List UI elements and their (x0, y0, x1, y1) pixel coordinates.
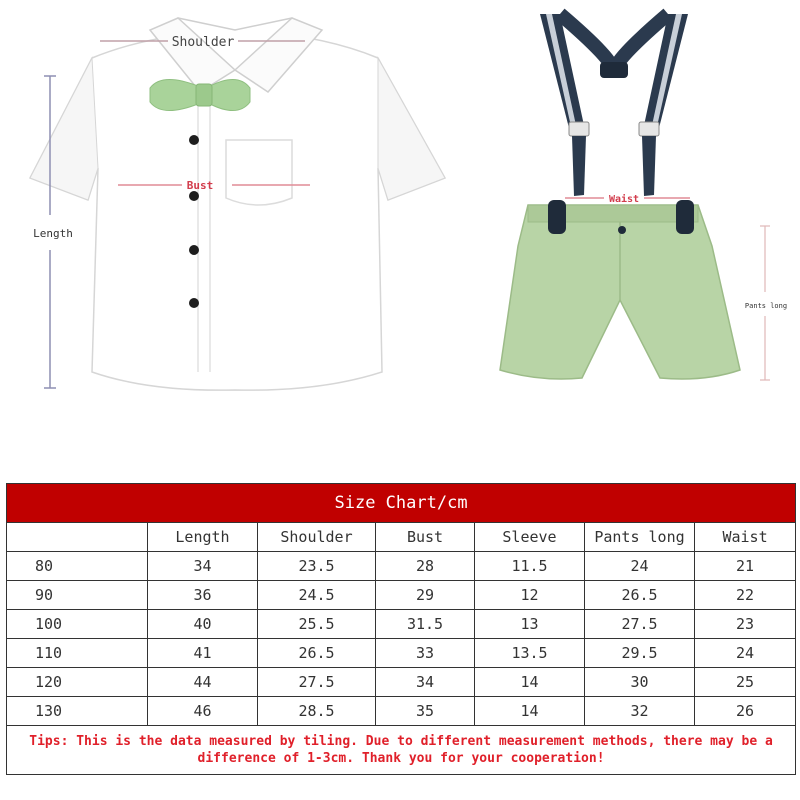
column-header-length: Length (148, 523, 258, 552)
pants-long-measure (745, 226, 787, 380)
shoulder-label: Shoulder (171, 35, 235, 50)
size-chart-title: Size Chart/cm (7, 484, 796, 523)
tips-text: Tips: This is the data measured by tiling. Due to different measurement methods, there may be a difference of 1-3cm. Thank you for your cooperation! (7, 726, 796, 775)
size-cell: 100 (7, 610, 148, 639)
table-row (7, 668, 796, 697)
table-cell: 26.5 (585, 581, 695, 610)
table-cell: 26.5 (258, 639, 376, 668)
table-cell: 29 (376, 581, 475, 610)
table-cell: 14 (475, 697, 585, 726)
table-cell: 44 (148, 668, 258, 697)
table-cell: 13.5 (475, 639, 585, 668)
table-row (7, 610, 796, 639)
table-cell: 33 (376, 639, 475, 668)
column-header-bust: Bust (376, 523, 475, 552)
table-cell: 30 (585, 668, 695, 697)
table-cell: 29.5 (585, 639, 695, 668)
size-cell: 130 (7, 697, 148, 726)
table-cell: 24.5 (258, 581, 376, 610)
column-header-pants-long: Pants long (585, 523, 695, 552)
table-cell: 31.5 (376, 610, 475, 639)
table-cell: 41 (148, 639, 258, 668)
table-cell: 22 (695, 581, 796, 610)
table-cell: 14 (475, 668, 585, 697)
table-cell: 11.5 (475, 552, 585, 581)
size-cell: 120 (7, 668, 148, 697)
size-cell: 90 (7, 581, 148, 610)
size-chart-header-row (7, 523, 796, 552)
table-cell: 24 (585, 552, 695, 581)
column-header-sleeve: Sleeve (475, 523, 585, 552)
table-row (7, 552, 796, 581)
bust-label: Bust (186, 179, 214, 192)
table-cell: 23.5 (258, 552, 376, 581)
table-cell: 26 (695, 697, 796, 726)
table-cell: 24 (695, 639, 796, 668)
table-cell: 28 (376, 552, 475, 581)
table-cell: 12 (475, 581, 585, 610)
pants-long-label: Pants long (744, 302, 788, 310)
column-header-waist: Waist (695, 523, 796, 552)
shirt-image (30, 18, 445, 390)
table-cell: 27.5 (585, 610, 695, 639)
table-cell: 34 (148, 552, 258, 581)
table-cell: 13 (475, 610, 585, 639)
table-row (7, 697, 796, 726)
column-header-size (7, 523, 148, 552)
table-cell: 21 (695, 552, 796, 581)
table-cell: 27.5 (258, 668, 376, 697)
length-label: Length (33, 227, 73, 240)
table-cell: 36 (148, 581, 258, 610)
size-chart-title-row (7, 484, 796, 523)
table-cell: 28.5 (258, 697, 376, 726)
table-cell: 25 (695, 668, 796, 697)
table-cell: 40 (148, 610, 258, 639)
tips-row (7, 726, 796, 775)
size-cell: 110 (7, 639, 148, 668)
size-chart-table (6, 483, 796, 775)
table-cell: 23 (695, 610, 796, 639)
table-cell: 35 (376, 697, 475, 726)
table-row (7, 581, 796, 610)
waist-label: Waist (608, 194, 640, 205)
table-cell: 34 (376, 668, 475, 697)
table-row (7, 639, 796, 668)
table-cell: 25.5 (258, 610, 376, 639)
size-cell: 80 (7, 552, 148, 581)
table-cell: 46 (148, 697, 258, 726)
bowtie-icon (150, 79, 250, 110)
table-cell: 32 (585, 697, 695, 726)
column-header-shoulder: Shoulder (258, 523, 376, 552)
